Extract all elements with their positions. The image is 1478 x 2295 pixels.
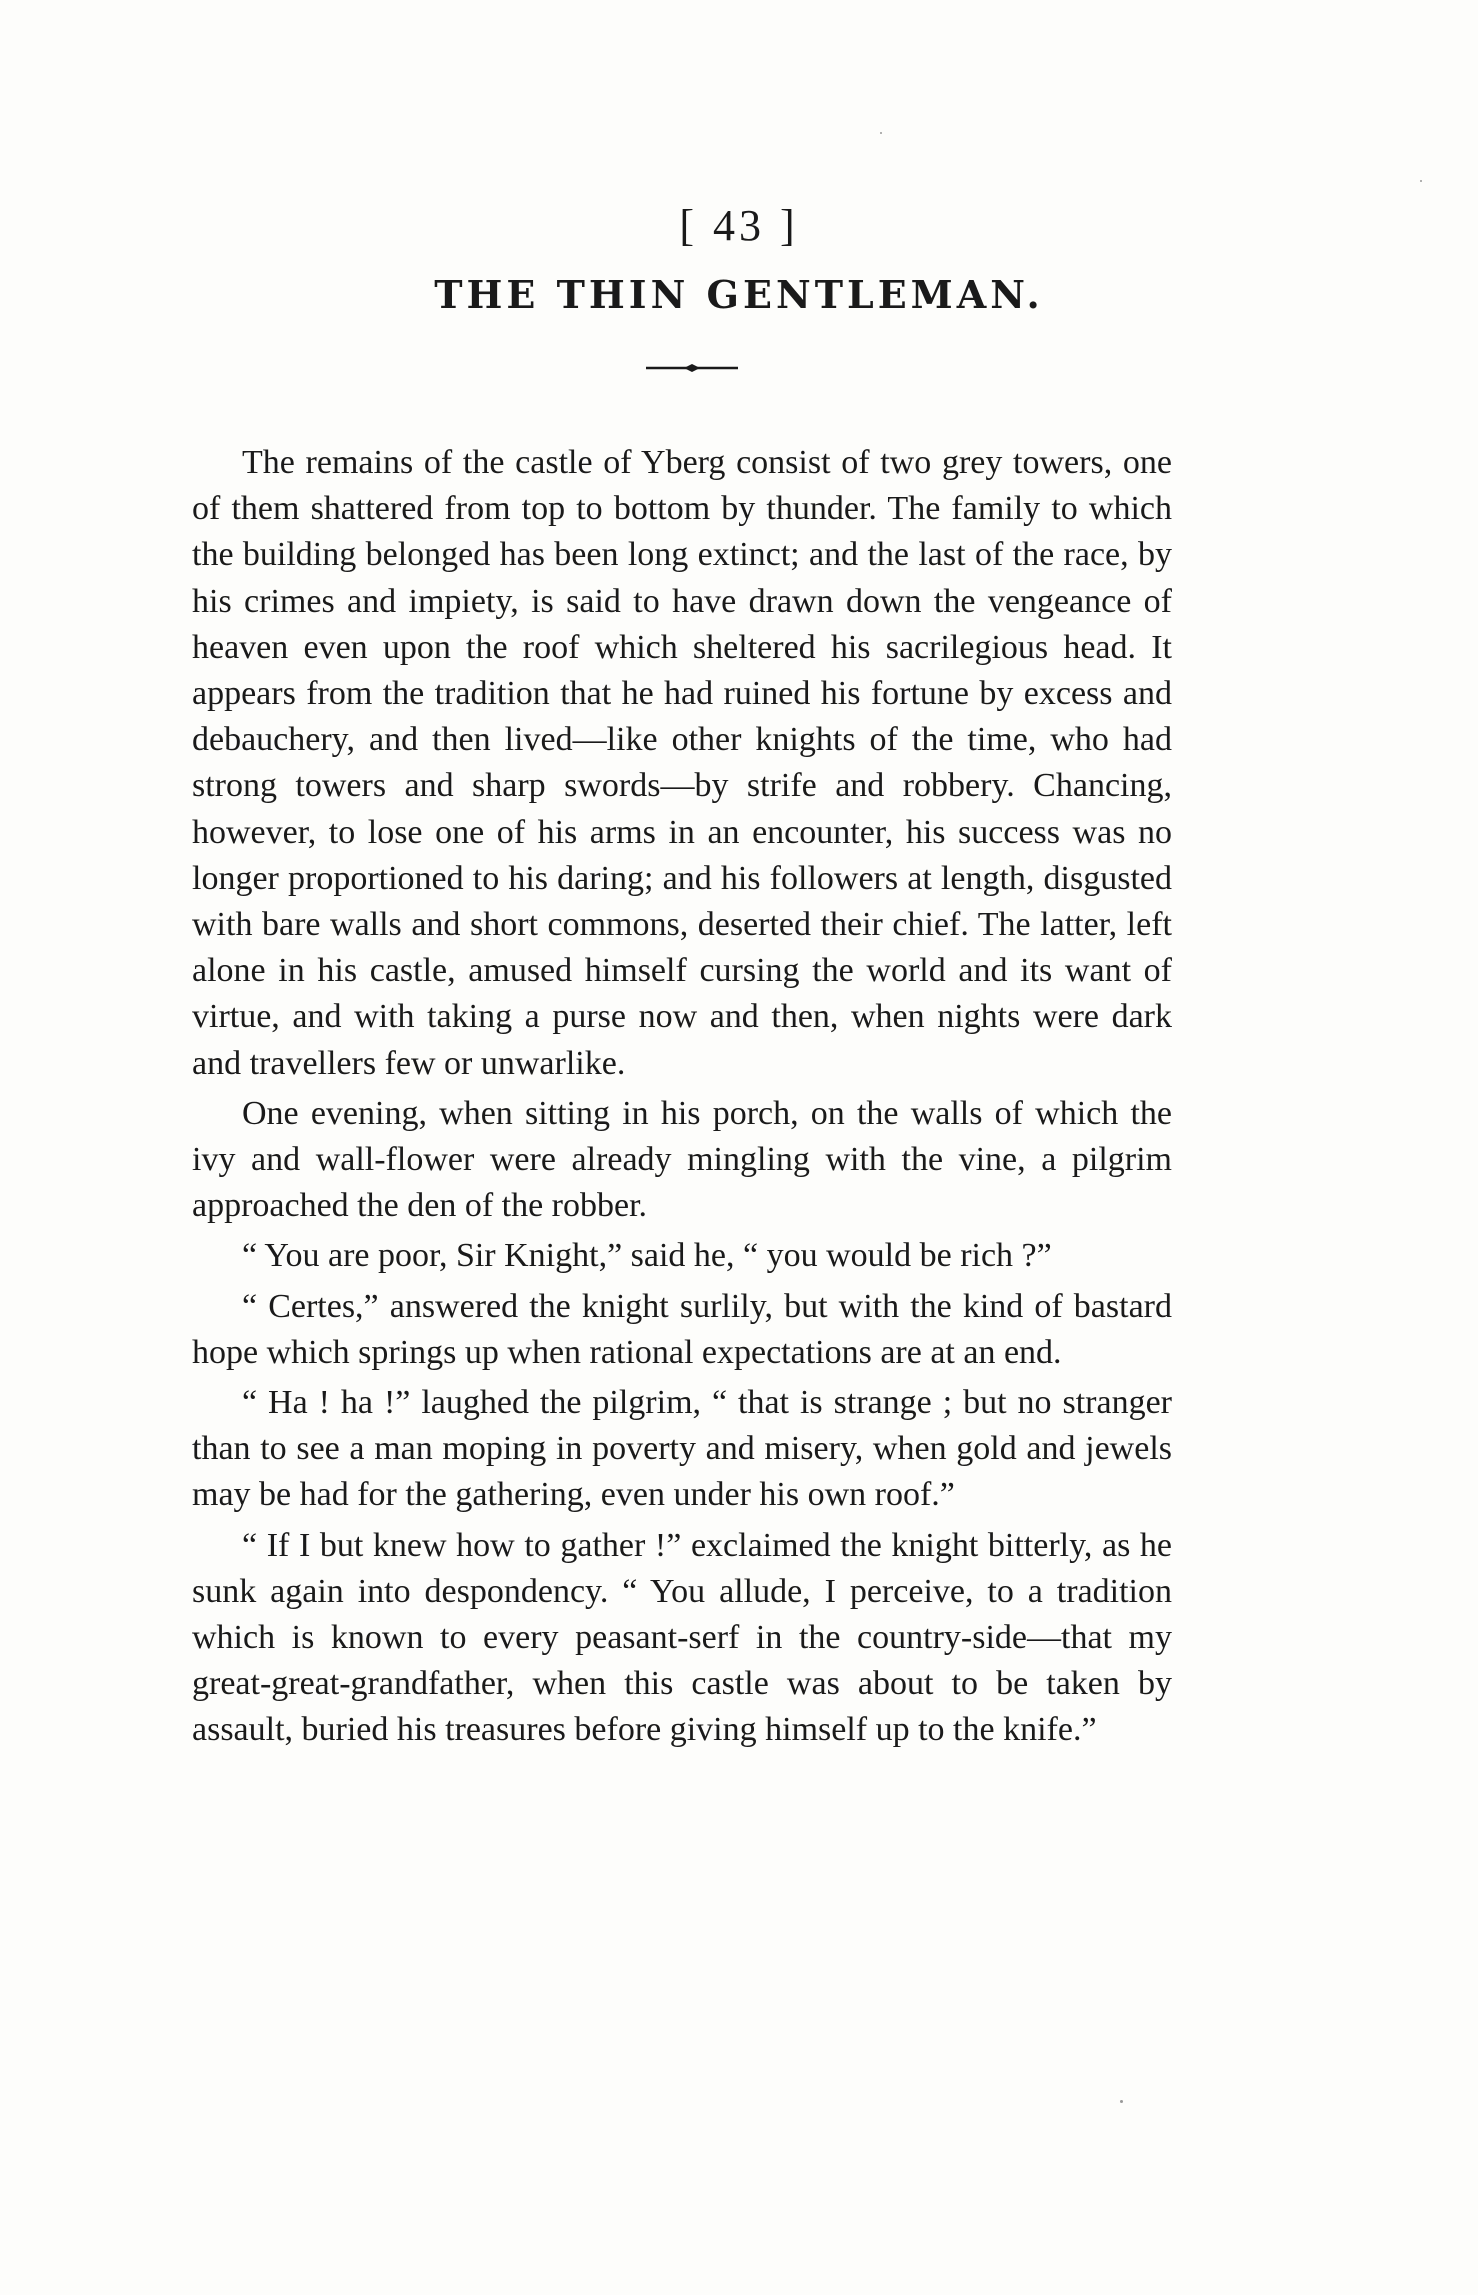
paragraph: “ If I but knew how to gather !” exclaimed the knight bitterly, as he sunk again into despondency. “ You allude, I perceive, to a tradition which is known to every peasant-serf in the country-side—that my great-great-grandfather, when this castle was about to be taken by assault, buried his treasures before giving himself up to the knife.” bbox=[192, 1526, 1172, 1749]
paragraph: “ You are poor, Sir Knight,” said he, “ you would be rich ?” bbox=[242, 1237, 1052, 1275]
body-text bbox=[192, 440, 1172, 1754]
ornament-divider-icon bbox=[644, 358, 740, 378]
paper-speck bbox=[1420, 180, 1422, 182]
paragraph: The remains of the castle of Yberg consist of two grey towers, one of them shattered from top to bottom by thunder. The family to which the building belonged has been long extinct; and the last of the race, by his crimes and impiety, is said to have drawn down the vengeance of heaven even upon the roof which sheltered his sacrilegious head. It appears from the tradition that he had ruined his fortune by excess and debauchery, and then lived—like other knights of the time, who had strong towers and sharp swords—by strife and robbery. Chancing, however, to lose one of his arms in an encounter, his success was no longer proportioned to his daring; and his followers at length, disgusted with bare walls and short commons, deserted their chief. The latter, left alone in his castle, amused himself cursing the world and its want of virtue, and with taking a purse now and then, when nights were dark and travellers few or unwarlike. bbox=[192, 444, 1172, 1082]
paragraph: “ Certes,” answered the knight surlily, but with the kind of bastard hope which springs up when rational expectations are at an end. bbox=[192, 1287, 1172, 1371]
chapter-title: THE THIN GENTLEMAN. bbox=[434, 272, 1044, 317]
page-number: [ 43 ] bbox=[679, 201, 799, 250]
paragraph: One evening, when sitting in his porch, on the walls of which the ivy and wall-flower were already mingling with the vine, a pilgrim approached the den of the robber. bbox=[192, 1094, 1172, 1225]
paper-speck bbox=[880, 132, 882, 134]
paper-speck bbox=[1120, 2100, 1123, 2103]
paragraph: “ Ha ! ha !” laughed the pilgrim, “ that is strange ; but no stranger than to see a man moping in poverty and misery, when gold and jewels may be had for the gathering, even under his own roof.” bbox=[192, 1384, 1172, 1514]
